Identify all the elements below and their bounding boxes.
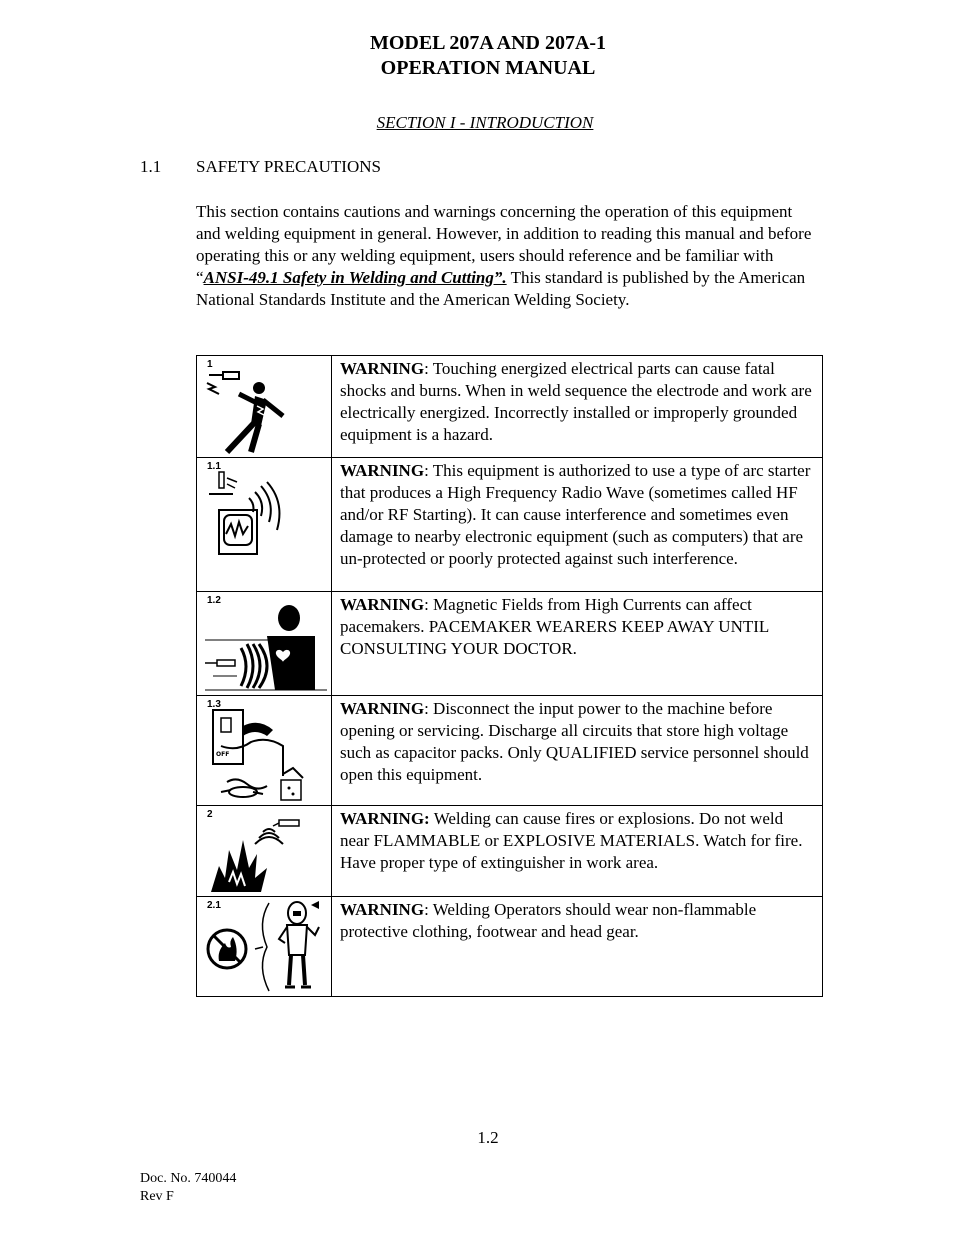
warning-text-cell — [332, 806, 823, 897]
warning-heading: WARNING — [340, 595, 425, 614]
warning-separator: : — [424, 699, 434, 718]
standard-reference: ANSI-49.1 Safety in Welding and Cutting”. — [203, 268, 507, 287]
warning-text-cell — [332, 592, 823, 696]
warning-text-cell — [332, 356, 823, 458]
warning-heading: WARNING: — [340, 809, 430, 828]
intro-paragraph — [196, 201, 816, 311]
warning-separator: : — [424, 461, 433, 480]
warning-heading: WARNING — [340, 461, 425, 480]
warning-row — [197, 356, 823, 458]
warning-icon-cell — [197, 696, 332, 806]
warning-icon-number: 1 — [207, 359, 213, 370]
warning-heading: WARNING — [340, 699, 425, 718]
warning-separator: : — [424, 359, 433, 378]
warning-text: Magnetic Fields from High Currents can affect pacemakers. PACEMAKER WEARERS KEEP AWAY UNTIL CONSULTING YOUR DOCTOR. — [340, 595, 769, 658]
document-revision: Rev F — [140, 1189, 174, 1204]
subsection-number: 1.1 — [140, 157, 162, 176]
warning-text: Welding Operators should wear non-flammable protective clothing, footwear and head gear. — [340, 900, 757, 941]
warning-icon-cell — [197, 458, 332, 592]
intro-text: This section contains cautions and warnings concerning the operation of this equipment and welding equipment in general. However, in addition to reading this manual and before operating this or any welding equipment, users should reference and be familiar with “ — [196, 202, 812, 287]
subsection-title: SAFETY PRECAUTIONS — [196, 157, 381, 176]
warning-heading: WARNING — [340, 359, 425, 378]
warning-icon-cell — [197, 356, 332, 458]
intro-text-continued: This standard is published by the American National Standards Institute and the American Welding Society. — [196, 268, 806, 309]
warning-text-cell — [332, 458, 823, 592]
warning-text-cell — [332, 696, 823, 806]
warning-icon-number: 2 — [207, 809, 213, 820]
warning-row — [197, 897, 823, 997]
document-number: Doc. No. 740044 — [140, 1171, 237, 1186]
high-frequency-interference-icon — [197, 458, 331, 592]
document-title-line2: OPERATION MANUAL — [380, 57, 596, 79]
warning-icon-number: 2.1 — [207, 900, 221, 911]
warning-icon-cell — [197, 592, 332, 696]
warning-row — [197, 458, 823, 592]
section-heading: SECTION I - INTRODUCTION — [376, 113, 594, 132]
warning-text-cell — [332, 897, 823, 997]
warning-separator: : — [424, 595, 434, 614]
warning-heading: WARNING — [340, 900, 425, 919]
page-number: 1.2 — [477, 1128, 499, 1147]
fire-explosion-icon — [197, 806, 331, 897]
warning-icon-number: 1.3 — [207, 699, 221, 710]
warning-row — [197, 806, 823, 897]
document-title-line1: MODEL 207A AND 207A-1 — [369, 32, 607, 54]
protective-clothing-icon — [197, 897, 331, 997]
warning-icon-cell — [197, 897, 332, 997]
warning-separator: : — [424, 900, 433, 919]
warning-icon-number: 1.2 — [207, 595, 221, 606]
svg-text:OFF: OFF — [216, 751, 230, 758]
warning-row — [197, 696, 823, 806]
warning-icon-cell — [197, 806, 332, 897]
warning-icon-number: 1.1 — [207, 461, 221, 472]
warning-text: Disconnect the input power to the machine before opening or servicing. Discharge all circuits that store high voltage such as capacitor packs. Only QUALIFIED service personnel should open this equipment. — [340, 699, 809, 784]
warning-row — [197, 592, 823, 696]
disconnect-power-icon — [197, 696, 331, 806]
pacemaker-magnetic-field-icon — [197, 592, 331, 696]
electric-shock-icon — [197, 356, 331, 458]
warning-text: Touching energized electrical parts can cause fatal shocks and burns. When in weld sequence the electrode and work are electrically energized. Incorrectly installed or improperly grounded equipment is a hazard. — [340, 359, 812, 444]
warning-text: Welding can cause fires or explosions. Do not weld near FLAMMABLE or EXPLOSIVE MATERIALS. Watch for fire. Have proper type of extinguisher in work area. — [340, 809, 803, 872]
warning-text: This equipment is authorized to use a type of arc starter that produces a High Frequency Radio Wave (sometimes called HF and/or RF Starting). It can cause interference and sometimes even damage to nearby electronic equipment (such as computers) that are un-protected or poorly protected against such interference. — [340, 461, 811, 568]
warnings-table — [196, 355, 823, 997]
